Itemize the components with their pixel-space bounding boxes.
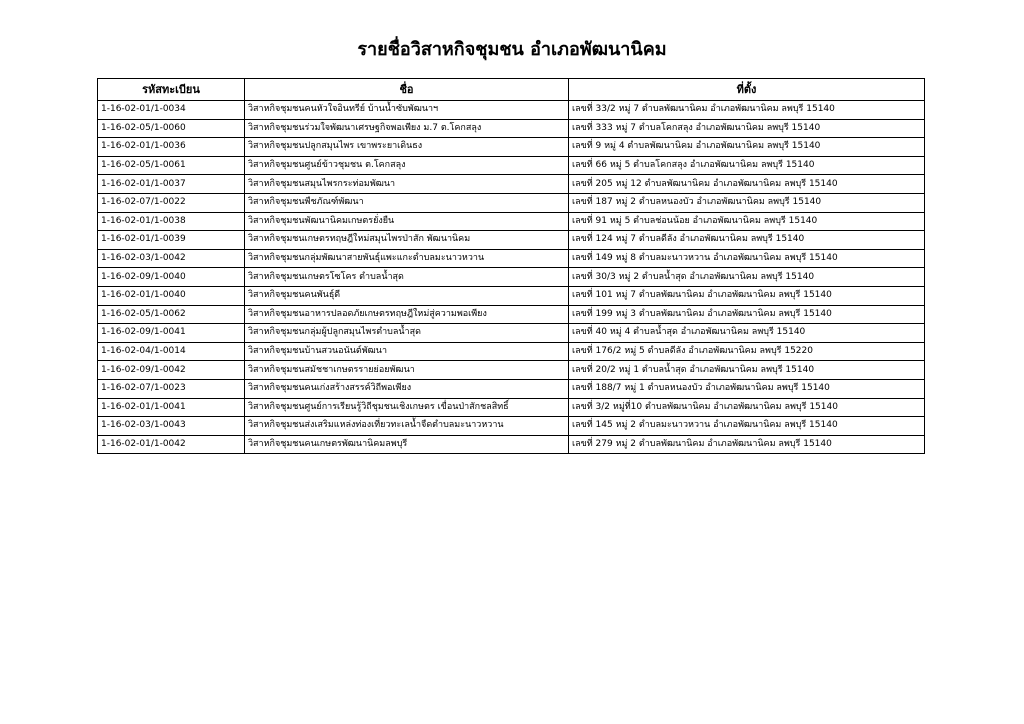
cell-code: 1-16-02-09/1-0041	[98, 324, 245, 343]
cell-address: เลขที่ 66 หมู่ 5 ตำบลโคกสลุง อำเภอพัฒนานิคม ลพบุรี 15140	[569, 156, 925, 175]
cell-name: วิสาหกิจชุมชนคนเกษตรพัฒนานิคมลพบุรี	[245, 435, 569, 454]
table-row	[98, 361, 925, 380]
table-row	[98, 305, 925, 324]
cell-name: วิสาหกิจชุมชนบ้านสวนอนันต์พัฒนา	[245, 342, 569, 361]
cell-name: วิสาหกิจชุมชนเกษตรทฤษฎีใหม่สมุนไพรป่าสัก พัฒนานิคม	[245, 231, 569, 250]
cell-address: เลขที่ 40 หมู่ 4 ตำบลน้ำสุด อำเภอพัฒนานิคม ลพบุรี 15140	[569, 324, 925, 343]
table-row	[98, 175, 925, 194]
page-title: รายชื่อวิสาหกิจชุมชน อำเภอพัฒนานิคม	[357, 39, 667, 60]
table-row	[98, 379, 925, 398]
header-name: ชื่อ	[245, 79, 569, 101]
cell-code: 1-16-02-03/1-0042	[98, 249, 245, 268]
cell-name: วิสาหกิจชุมชนกลุ่มผู้ปลูกสมุนไพรตำบลน้ำสุด	[245, 324, 569, 343]
cell-name: วิสาหกิจชุมชนคนพันธุ์ดี	[245, 286, 569, 305]
cell-address: เลขที่ 279 หมู่ 2 ตำบลพัฒนานิคม อำเภอพัฒนานิคม ลพบุรี 15140	[569, 435, 925, 454]
cell-address: เลขที่ 188/7 หมู่ 1 ตำบลหนองบัว อำเภอพัฒนานิคม ลพบุรี 15140	[569, 379, 925, 398]
cell-address: เลขที่ 20/2 หมู่ 1 ตำบลน้ำสุด อำเภอพัฒนานิคม ลพบุรี 15140	[569, 361, 925, 380]
cell-address: เลขที่ 176/2 หมู่ 5 ตำบลดีลัง อำเภอพัฒนานิคม ลพบุรี 15220	[569, 342, 925, 361]
cell-name: วิสาหกิจชุมชนสมุนไพรกระท่อมพัฒนา	[245, 175, 569, 194]
table-header	[98, 79, 925, 101]
cell-name: วิสาหกิจชุมชนสมัชชาเกษตรรายย่อยพัฒนา	[245, 361, 569, 380]
cell-code: 1-16-02-01/1-0034	[98, 101, 245, 120]
table-row	[98, 435, 925, 454]
cell-address: เลขที่ 9 หมู่ 4 ตำบลพัฒนานิคม อำเภอพัฒนานิคม ลพบุรี 15140	[569, 138, 925, 157]
cell-name: วิสาหกิจชุมชนเกษตรโซโคร ตำบลน้ำสุด	[245, 268, 569, 287]
cell-code: 1-16-02-01/1-0038	[98, 212, 245, 231]
cell-code: 1-16-02-09/1-0042	[98, 361, 245, 380]
table-row	[98, 342, 925, 361]
enterprise-table	[97, 78, 925, 454]
cell-code: 1-16-02-07/1-0022	[98, 193, 245, 212]
table-row	[98, 119, 925, 138]
cell-code: 1-16-02-01/1-0041	[98, 398, 245, 417]
table-body	[98, 101, 925, 454]
cell-name: วิสาหกิจชุมชนพืชภัณฑ์พัฒนา	[245, 193, 569, 212]
table-row	[98, 286, 925, 305]
table-row	[98, 249, 925, 268]
cell-name: วิสาหกิจชุมชนคนหัวใจอินทรีย์ บ้านน้ำซับพัฒนาฯ	[245, 101, 569, 120]
cell-code: 1-16-02-01/1-0036	[98, 138, 245, 157]
cell-code: 1-16-02-07/1-0023	[98, 379, 245, 398]
header-row	[98, 79, 925, 101]
cell-code: 1-16-02-09/1-0040	[98, 268, 245, 287]
cell-code: 1-16-02-01/1-0042	[98, 435, 245, 454]
table-row	[98, 156, 925, 175]
cell-address: เลขที่ 33/2 หมู่ 7 ตำบลพัฒนานิคม อำเภอพัฒนานิคม ลพบุรี 15140	[569, 101, 925, 120]
cell-name: วิสาหกิจชุมชนปลูกสมุนไพร เขาพระยาเดินธง	[245, 138, 569, 157]
table-row	[98, 324, 925, 343]
cell-code: 1-16-02-03/1-0043	[98, 417, 245, 436]
table-row	[98, 398, 925, 417]
cell-address: เลขที่ 333 หมู่ 7 ตำบลโคกสลุง อำเภอพัฒนานิคม ลพบุรี 15140	[569, 119, 925, 138]
header-code: รหัสทะเบียน	[98, 79, 245, 101]
cell-address: เลขที่ 187 หมู่ 2 ตำบลหนองบัว อำเภอพัฒนานิคม ลพบุรี 15140	[569, 193, 925, 212]
cell-address: เลขที่ 145 หมู่ 2 ตำบลมะนาวหวาน อำเภอพัฒนานิคม ลพบุรี 15140	[569, 417, 925, 436]
cell-code: 1-16-02-01/1-0039	[98, 231, 245, 250]
cell-name: วิสาหกิจชุมชนพัฒนานิคมเกษตรยั่งยืน	[245, 212, 569, 231]
table-row	[98, 268, 925, 287]
cell-address: เลขที่ 205 หมู่ 12 ตำบลพัฒนานิคม อำเภอพัฒนานิคม ลพบุรี 15140	[569, 175, 925, 194]
table-row	[98, 138, 925, 157]
cell-address: เลขที่ 149 หมู่ 8 ตำบลมะนาวหวาน อำเภอพัฒนานิคม ลพบุรี 15140	[569, 249, 925, 268]
cell-address: เลขที่ 124 หมู่ 7 ตำบลดีลัง อำเภอพัฒนานิคม ลพบุรี 15140	[569, 231, 925, 250]
cell-name: วิสาหกิจชุมชนคนเก่งสร้างสรรค์วิถีพอเพียง	[245, 379, 569, 398]
table-row	[98, 212, 925, 231]
cell-code: 1-16-02-01/1-0040	[98, 286, 245, 305]
table-row	[98, 101, 925, 120]
cell-name: วิสาหกิจชุมชนส่งเสริมแหล่งท่องเที่ยวทะเลน้ำจืดตำบลมะนาวหวาน	[245, 417, 569, 436]
header-address: ที่ตั้ง	[569, 79, 925, 101]
cell-name: วิสาหกิจชุมชนศูนย์ข้าวชุมชน ต.โคกสลุง	[245, 156, 569, 175]
cell-code: 1-16-02-05/1-0062	[98, 305, 245, 324]
cell-name: วิสาหกิจชุมชนร่วมใจพัฒนาเศรษฐกิจพอเพียง ม.7 ต.โคกสลุง	[245, 119, 569, 138]
cell-code: 1-16-02-05/1-0060	[98, 119, 245, 138]
table-row	[98, 417, 925, 436]
cell-name: วิสาหกิจชุมชนอาหารปลอดภัยเกษตรทฤษฎีใหม่สู่ความพอเพียง	[245, 305, 569, 324]
cell-name: วิสาหกิจชุมชนกลุ่มพัฒนาสายพันธุ์แพะแกะตำบลมะนาวหวาน	[245, 249, 569, 268]
cell-address: เลขที่ 199 หมู่ 3 ตำบลพัฒนานิคม อำเภอพัฒนานิคม ลพบุรี 15140	[569, 305, 925, 324]
cell-address: เลขที่ 101 หมู่ 7 ตำบลพัฒนานิคม อำเภอพัฒนานิคม ลพบุรี 15140	[569, 286, 925, 305]
cell-address: เลขที่ 91 หมู่ 5 ตำบลช่อนน้อย อำเภอพัฒนานิคม ลพบุรี 15140	[569, 212, 925, 231]
table-row	[98, 193, 925, 212]
cell-address: เลขที่ 30/3 หมู่ 2 ตำบลน้ำสุด อำเภอพัฒนานิคม ลพบุรี 15140	[569, 268, 925, 287]
cell-address: เลขที่ 3/2 หมู่ที่10 ตำบลพัฒนานิคม อำเภอพัฒนานิคม ลพบุรี 15140	[569, 398, 925, 417]
cell-code: 1-16-02-01/1-0037	[98, 175, 245, 194]
cell-code: 1-16-02-04/1-0014	[98, 342, 245, 361]
cell-name: วิสาหกิจชุมชนศูนย์การเรียนรู้วิถีชุมชนเชิงเกษตร เขื่อนป่าสักชลสิทธิ์	[245, 398, 569, 417]
cell-code: 1-16-02-05/1-0061	[98, 156, 245, 175]
table-row	[98, 231, 925, 250]
